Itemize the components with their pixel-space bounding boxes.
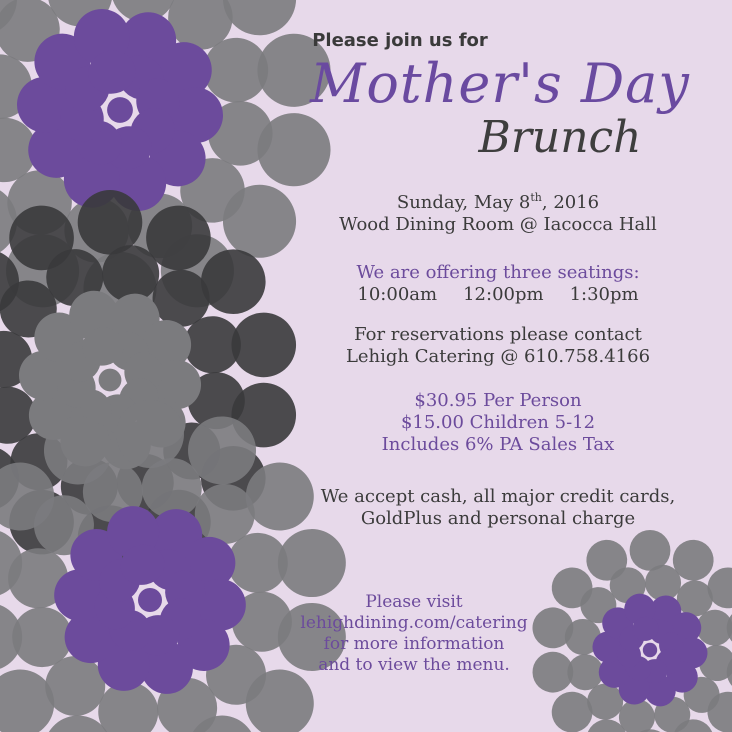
flower-center	[99, 369, 122, 392]
visit-line: for more information	[323, 634, 505, 654]
petal	[78, 190, 143, 255]
price-tax: Includes 6% PA Sales Tax	[381, 434, 615, 455]
visit-line: Please visit	[365, 592, 463, 612]
seating-time: 12:00pm	[463, 284, 544, 305]
reservations-line: For reservations please contact	[354, 324, 642, 345]
petal	[630, 530, 671, 571]
seatings-heading: We are offering three seatings:	[356, 262, 640, 283]
title-mothers-day: Mother's Day	[310, 52, 690, 115]
visit-info	[276, 592, 552, 676]
flower-center	[643, 643, 657, 657]
event-location: Wood Dining Room @ Iacocca Hall	[339, 214, 657, 235]
intro-text: Please join us for	[312, 30, 488, 51]
visit-line: and to view the menu.	[318, 655, 510, 675]
visit-url[interactable]: lehighdining.com/catering	[300, 613, 528, 633]
price-adult: $30.95 Per Person	[414, 390, 582, 411]
seating-times	[260, 284, 732, 306]
price-children: $15.00 Children 5-12	[400, 412, 596, 433]
seating-time: 1:30pm	[569, 284, 639, 305]
flower-center	[107, 97, 133, 123]
seating-time: 10:00am	[357, 284, 438, 305]
payment-info	[260, 486, 732, 530]
reservations-phone: Lehigh Catering @ 610.758.4166	[345, 346, 651, 367]
title-brunch: Brunch	[478, 112, 642, 163]
seatings	[260, 262, 732, 306]
event-date: Sunday, May 8th, 2016	[396, 191, 600, 213]
payment-line: We accept cash, all major credit cards,	[320, 486, 676, 507]
petal	[116, 400, 184, 468]
event-details	[260, 192, 732, 236]
pricing	[260, 390, 732, 456]
flower-bottom-right	[528, 530, 732, 732]
payment-line: GoldPlus and personal charge	[360, 508, 636, 529]
flower-center	[138, 588, 162, 612]
reservations	[260, 324, 732, 368]
